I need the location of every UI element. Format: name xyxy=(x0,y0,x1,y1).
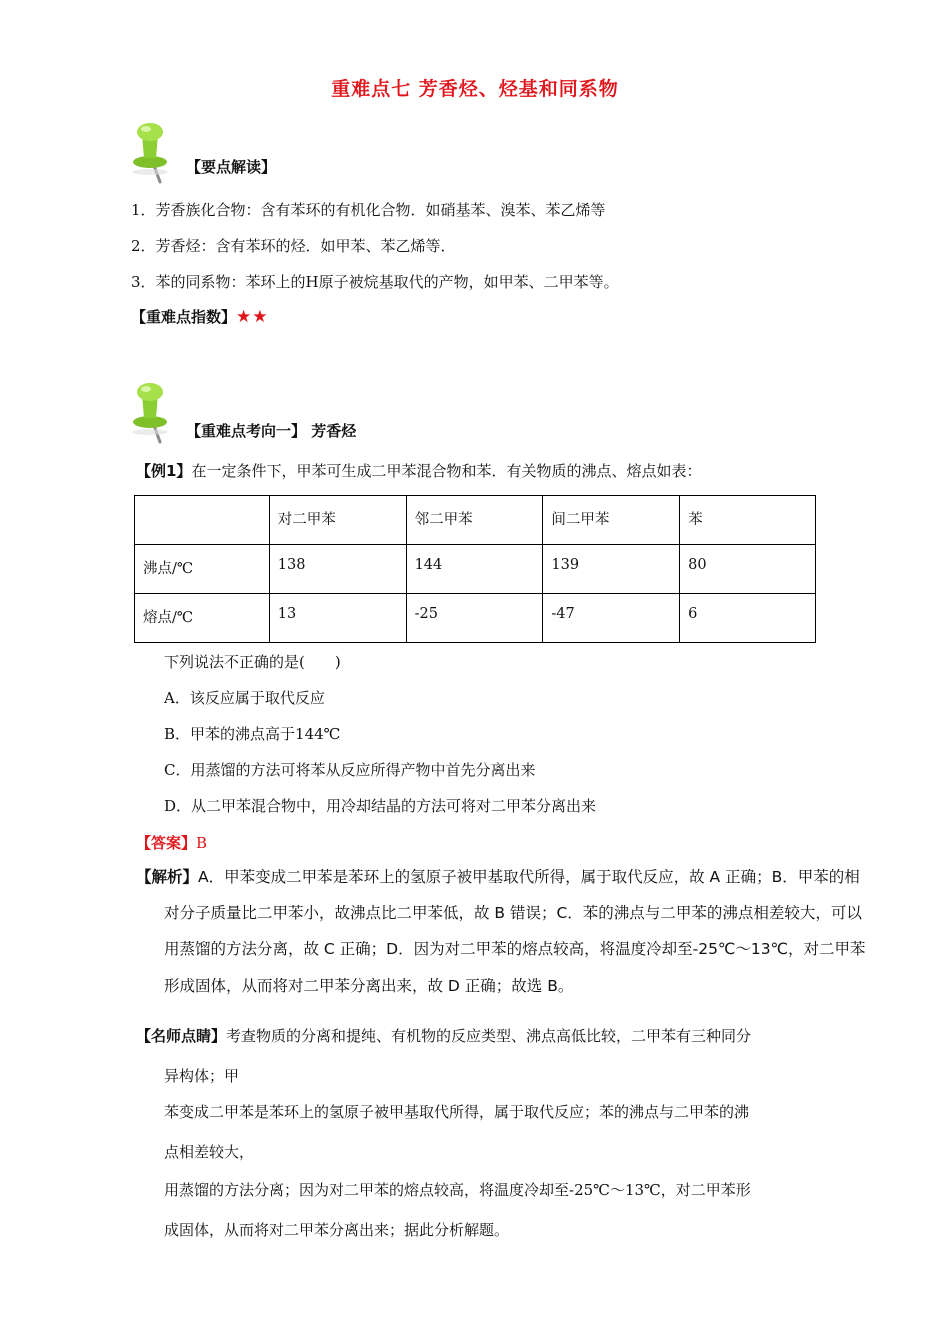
tip-line-2: 异构体；甲 xyxy=(164,1067,240,1085)
table-cell: 沸点/℃ xyxy=(135,545,270,594)
tip-line-3: 苯变成二甲苯是苯环上的氢原子被甲基取代所得，属于取代反应；苯的沸点与二甲苯的沸 xyxy=(164,1103,750,1121)
option-a: A．该反应属于取代反应 xyxy=(164,689,325,707)
analysis-text: A．甲苯变成二甲苯是苯环上的氢原子被甲基取代所得，属于取代反应，故 A 正确；B．甲苯的相 xyxy=(198,868,860,886)
option-d: D．从二甲苯混合物中，用冷却结晶的方法可将对二甲苯分离出来 xyxy=(164,797,597,815)
table-cell: 6 xyxy=(680,594,816,643)
difficulty-stars: ★★ xyxy=(236,307,269,327)
option-c: C．用蒸馏的方法可将苯从反应所得产物中首先分离出来 xyxy=(164,761,536,779)
table-cell: 熔点/℃ xyxy=(135,594,270,643)
tip-line-5: 用蒸馏的方法分离；因为对二甲苯的熔点较高，将温度冷却至-25℃～13℃，对二甲苯形 xyxy=(164,1181,751,1199)
data-table xyxy=(134,495,816,643)
table-cell: 138 xyxy=(269,545,406,594)
tip-line-6: 成固体，从而将对二甲苯分离出来；据此分析解题。 xyxy=(164,1221,510,1239)
pushpin-icon xyxy=(128,116,184,186)
answer-label: 【答案】 xyxy=(136,834,197,852)
table-cell: -25 xyxy=(406,594,543,643)
key-point-2: 2．芳香烃：含有苯环的烃．如甲苯、苯乙烯等． xyxy=(131,237,456,255)
example-label: 【例1】 xyxy=(136,462,192,480)
question-text: 下列说法不正确的是( ) xyxy=(164,653,341,671)
tip-line-4: 点相差较大， xyxy=(164,1143,255,1161)
example-text: 在一定条件下，甲苯可生成二甲苯混合物和苯．有关物质的沸点、熔点如表： xyxy=(191,462,702,480)
table-cell: 139 xyxy=(543,545,680,594)
table-header-cell xyxy=(135,496,270,545)
key-point-3: 3．苯的同系物：苯环上的H原子被烷基取代的产物，如甲苯、二甲苯等。 xyxy=(131,273,619,291)
example-1 xyxy=(136,461,701,481)
answer xyxy=(136,833,207,853)
option-b: B．甲苯的沸点高于144℃ xyxy=(164,725,341,743)
table-cell: 144 xyxy=(406,545,543,594)
tip-text: 考查物质的分离和提纯、有机物的反应类型、沸点高低比较，二甲苯有三种同分 xyxy=(226,1027,752,1045)
answer-value: B xyxy=(196,834,208,852)
key-point-1: 1．芳香族化合物：含有苯环的有机化合物．如硝基苯、溴苯、苯乙烯等 xyxy=(131,201,606,219)
table-header-cell: 邻二甲苯 xyxy=(406,496,543,545)
analysis-line-3: 用蒸馏的方法分离，故 C 正确；D．因为对二甲苯的熔点较高，将温度冷却至-25℃～13℃，对二甲苯 xyxy=(164,940,866,958)
table-header-cell: 对二甲苯 xyxy=(269,496,406,545)
table-header-cell: 苯 xyxy=(680,496,816,545)
analysis-line-4: 形成固体，从而将对二甲苯分离出来，故 D 正确；故选 B。 xyxy=(164,977,574,995)
pushpin-icon xyxy=(128,376,184,446)
analysis-line-2: 对分子质量比二甲苯小，故沸点比二甲苯低，故 B 错误；C．苯的沸点与二甲苯的沸点相差较大，可以 xyxy=(164,904,862,922)
table-cell: 80 xyxy=(680,545,816,594)
page-title: 重难点七 芳香烃、烃基和同系物 xyxy=(331,78,619,100)
section-heading-aromatic: 【重难点考向一】 芳香烃 xyxy=(186,422,357,440)
table-header-cell: 间二甲苯 xyxy=(543,496,680,545)
difficulty-label: 【重难点指数】 xyxy=(131,308,237,326)
table-row xyxy=(135,594,816,643)
tip-label: 【名师点睛】 xyxy=(136,1027,227,1045)
section-heading-key-points: 【要点解读】 xyxy=(186,158,277,176)
tip-line-1 xyxy=(136,1026,751,1046)
table-cell: 13 xyxy=(269,594,406,643)
table-cell: -47 xyxy=(543,594,680,643)
difficulty-index xyxy=(131,306,269,327)
table-header-row xyxy=(135,496,816,545)
analysis-line-1 xyxy=(136,867,860,887)
table-row xyxy=(135,545,816,594)
analysis-label: 【解析】 xyxy=(136,868,199,886)
